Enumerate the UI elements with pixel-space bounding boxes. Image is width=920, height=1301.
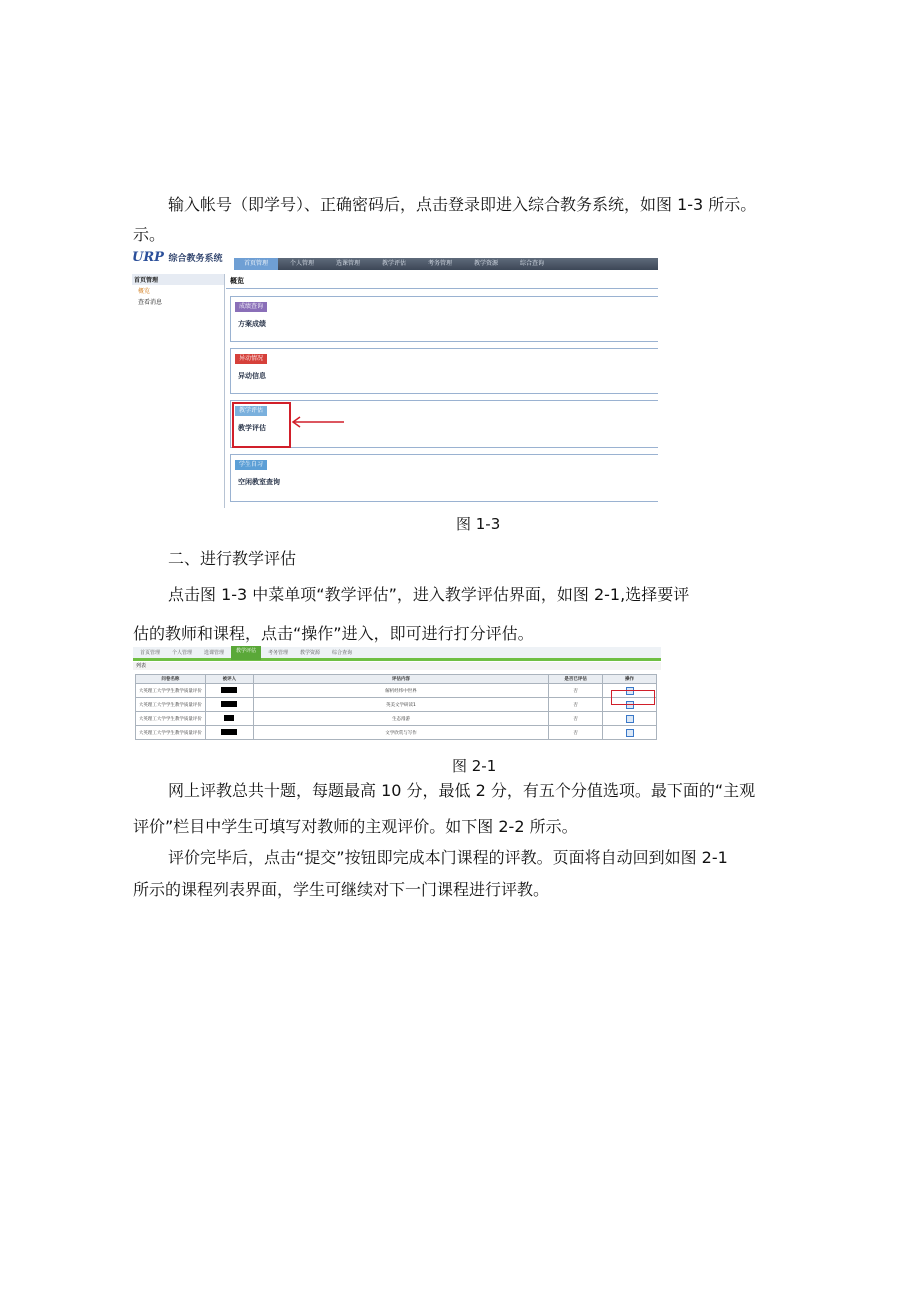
operation-cell[interactable] xyxy=(603,726,657,740)
questionnaire-name: 大英理工大学学生教学质量评价 xyxy=(136,698,206,712)
tab-resources[interactable]: 教学资源 xyxy=(473,260,498,267)
col-header: 评估内容 xyxy=(253,675,548,684)
tab-exam[interactable]: 考务管理 xyxy=(427,260,452,267)
box-grades xyxy=(230,296,658,342)
paragraph-login-cont: 示。 xyxy=(133,225,166,244)
sidebar xyxy=(132,274,225,508)
link-teaching-eval[interactable]: 教学评估 xyxy=(238,424,266,432)
redacted-name xyxy=(221,729,237,735)
tab-query[interactable]: 综合查询 xyxy=(519,260,544,267)
paragraph-login: 输入帐号（即学号）、正确密码后，点击登录即进入综合教务系统，如图 1-3 所示。 xyxy=(168,195,757,214)
paragraph-submit: 评价完毕后，点击“提交”按钮即完成本门课程的评教。页面将自动回到如图 2-1 xyxy=(168,848,728,867)
questionnaire-name: 大英理工大学学生教学质量评价 xyxy=(136,684,206,698)
urp-logo: URP 综合教务系统 xyxy=(132,250,223,265)
edit-icon[interactable] xyxy=(626,729,634,737)
evaluatee xyxy=(205,712,253,726)
paragraph-rules: 网上评教总共十题，每题最高 10 分，最低 2 分，有五个分值选项。最下面的“主观 xyxy=(168,781,756,800)
questionnaire-name: 大英理工大学学生教学质量评价 xyxy=(136,726,206,740)
evaluatee xyxy=(205,684,253,698)
redacted-name xyxy=(221,701,237,707)
figure-2-1-screenshot xyxy=(133,646,661,750)
tab-course-select[interactable]: 选课管理 xyxy=(203,650,224,656)
figure-1-3-screenshot xyxy=(132,250,658,508)
tag-changes: 异动情况 xyxy=(235,354,267,364)
box-changes xyxy=(230,348,658,394)
highlight-box xyxy=(232,402,291,448)
top-nav-2 xyxy=(133,647,661,661)
tag-grades: 成绩查询 xyxy=(235,302,267,312)
eval-status: 否 xyxy=(549,712,603,726)
eval-status: 否 xyxy=(549,684,603,698)
sidebar-item-messages[interactable]: 查看消息 xyxy=(138,299,163,306)
col-header: 问卷名称 xyxy=(136,675,206,684)
col-header: 操作 xyxy=(603,675,657,684)
eval-content: 英美文学研读1 xyxy=(253,698,548,712)
eval-status: 否 xyxy=(549,698,603,712)
sidebar-header: 首页管理 xyxy=(132,274,224,285)
tab-home[interactable]: 首页管理 xyxy=(139,650,160,656)
redacted-name xyxy=(221,687,237,693)
paragraph-eval: 点击图 1-3 中菜单项“教学评估”，进入教学评估界面，如图 2-1,选择要评 xyxy=(168,585,690,604)
evaluatee xyxy=(205,698,253,712)
evaluation-table xyxy=(135,674,657,740)
paragraph-submit-cont: 所示的课程列表界面，学生可继续对下一门课程进行评教。 xyxy=(133,880,550,899)
eval-content: 解析经纬中世界 xyxy=(253,684,548,698)
list-bar: 列表 xyxy=(133,662,661,670)
arrow-left-icon xyxy=(290,416,344,428)
paragraph-eval-cont: 估的教师和课程，点击“操作”进入，即可进行打分评估。 xyxy=(133,624,534,643)
eval-content: 文学欣赏与写作 xyxy=(253,726,548,740)
tab-teaching-eval[interactable]: 教学评估 xyxy=(231,646,261,660)
questionnaire-name: 大英理工大学学生教学质量评价 xyxy=(136,712,206,726)
tab-personal[interactable]: 个人管理 xyxy=(171,650,192,656)
link-change-info[interactable]: 异动信息 xyxy=(238,372,266,380)
table-row xyxy=(136,684,657,698)
section-title: 二、进行教学评估 xyxy=(168,549,297,568)
tab-query[interactable]: 综合查询 xyxy=(331,650,352,656)
table-row xyxy=(136,712,657,726)
eval-status: 否 xyxy=(549,726,603,740)
link-plan-grades[interactable]: 方案成绩 xyxy=(238,320,266,328)
edit-icon[interactable] xyxy=(626,715,634,723)
tab-resources[interactable]: 教学资源 xyxy=(299,650,320,656)
tab-teaching-eval[interactable]: 教学评估 xyxy=(381,260,406,267)
table-header-row xyxy=(136,675,657,684)
caption-fig-1-3: 图 1-3 xyxy=(456,515,501,533)
col-header: 是否已评估 xyxy=(549,675,603,684)
tab-home[interactable]: 首页管理 xyxy=(234,258,278,270)
operation-cell[interactable] xyxy=(603,712,657,726)
table-row xyxy=(136,726,657,740)
col-header: 被评人 xyxy=(205,675,253,684)
link-free-classroom[interactable]: 空闲教室查询 xyxy=(238,478,280,486)
tag-self-study: 学生自习 xyxy=(235,460,267,470)
paragraph-rules-cont: 评价”栏目中学生可填写对教师的主观评价。如下图 2-2 所示。 xyxy=(133,817,578,836)
eval-content: 生态漫游 xyxy=(253,712,548,726)
tab-exam[interactable]: 考务管理 xyxy=(267,650,288,656)
caption-fig-2-1: 图 2-1 xyxy=(452,757,497,775)
evaluatee xyxy=(205,726,253,740)
redacted-name xyxy=(224,715,234,721)
main-header: 概览 xyxy=(226,274,658,289)
highlight-box xyxy=(611,690,655,705)
tab-personal[interactable]: 个人管理 xyxy=(289,260,314,267)
tab-course-select[interactable]: 选课管理 xyxy=(335,260,360,267)
box-self-study xyxy=(230,454,658,502)
top-nav xyxy=(234,258,658,270)
sidebar-item-overview[interactable]: 概览 xyxy=(138,288,151,295)
tag-evaluation: 教学评估 xyxy=(235,406,267,416)
table-row xyxy=(136,698,657,712)
